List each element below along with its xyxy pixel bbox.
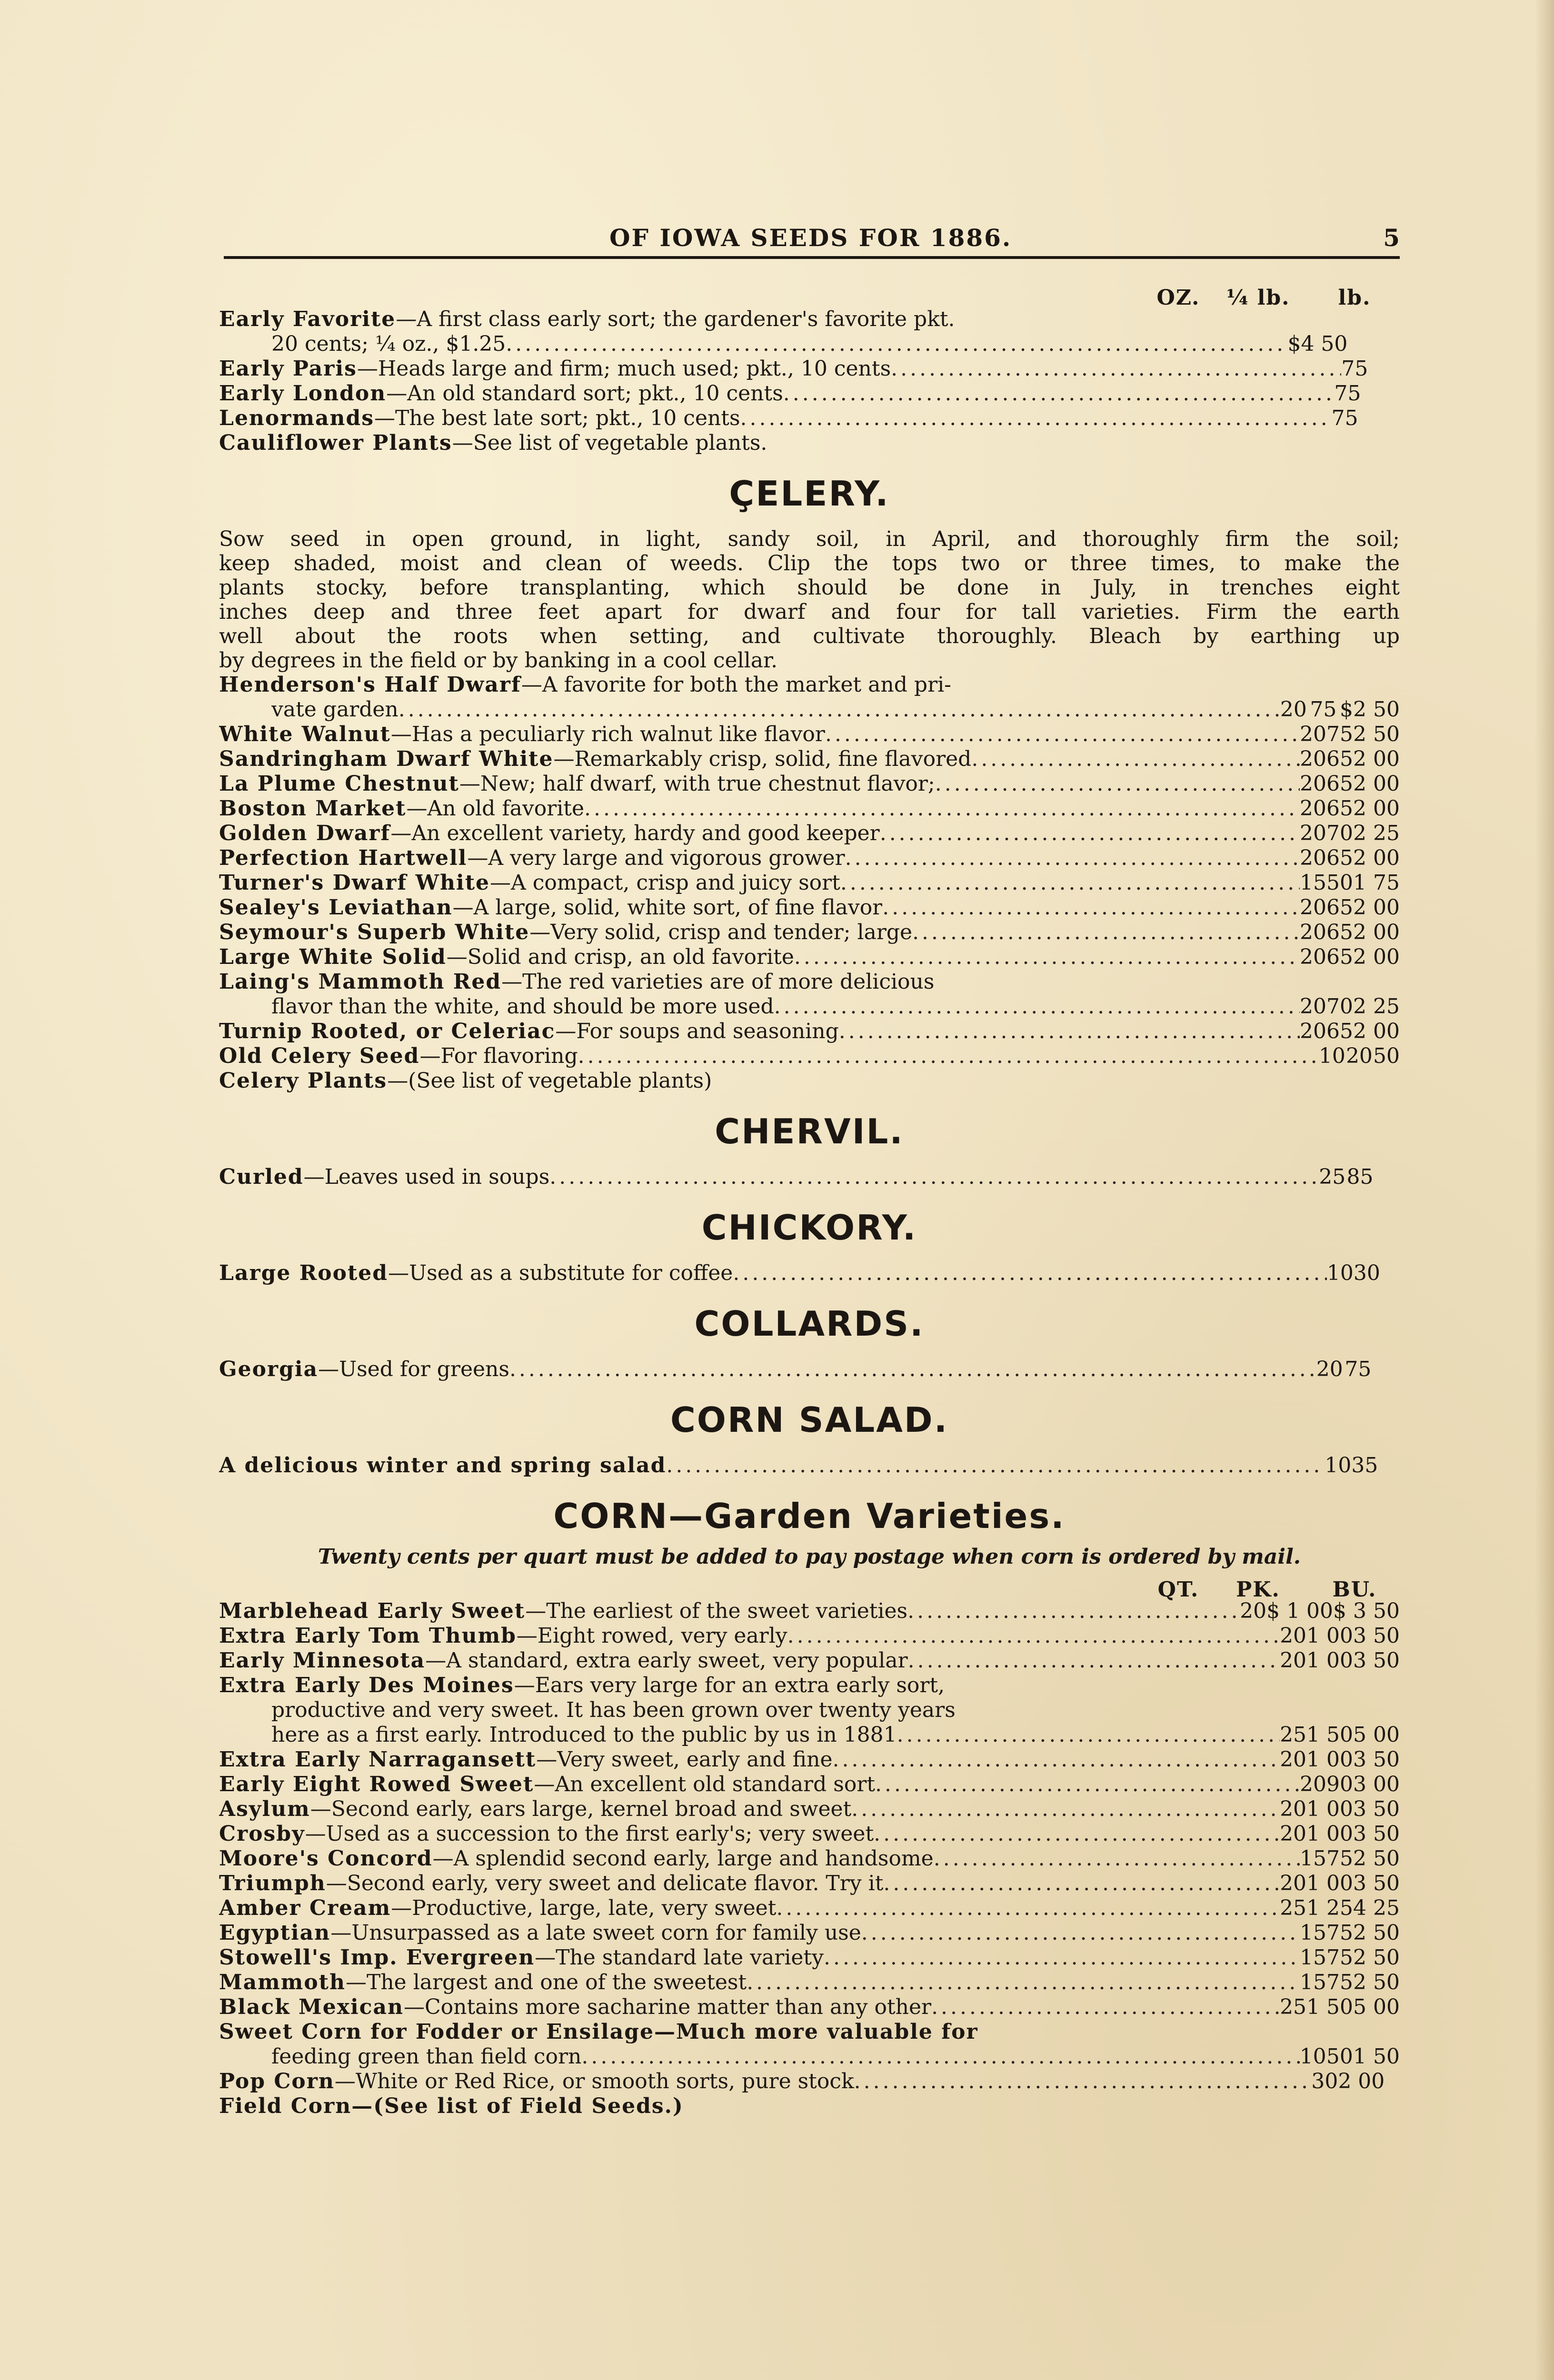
price-bu: $ 3 50 <box>1333 1599 1400 1623</box>
paragraph-line: keep shaded, moist and clean of weeds. Clip the tops two or three times, to make the <box>219 551 1400 575</box>
variety-name: Early Eight Rowed Sweet <box>219 1772 534 1796</box>
table-row <box>219 1069 1400 1093</box>
variety-name: Extra Early Narragansett <box>219 1747 537 1772</box>
price-lb: 2 00 <box>1353 895 1400 920</box>
variety-description: —Very sweet, early and fine <box>536 1747 833 1772</box>
price-pk: 2 00 <box>1338 2069 1385 2093</box>
variety-description: —Ears very large for an extra early sort, <box>514 1673 945 1697</box>
variety-name: Marblehead Early Sweet <box>219 1599 526 1623</box>
table-row <box>219 1698 1400 1723</box>
variety-name: Field Corn <box>219 2094 352 2118</box>
cauliflower-column-headers <box>219 286 1400 310</box>
table-row <box>219 1357 1400 1382</box>
table-row <box>219 821 1400 846</box>
price-quarter-lb: 65 <box>1326 772 1354 796</box>
table-row <box>219 357 1400 381</box>
table-row <box>219 1846 1400 1871</box>
price-pk: 1 00 <box>1306 1624 1354 1648</box>
price-oz: 20 <box>1300 895 1327 920</box>
variety-description: —For soups and seasoning <box>555 1019 839 1043</box>
paragraph-line: by degrees in the field or by banking in a cool cellar. <box>219 648 778 673</box>
price-quarter-lb: 65 <box>1326 846 1354 870</box>
table-row <box>219 1019 1400 1044</box>
variety-description: —An old standard sort; pkt., 10 cents <box>386 381 783 406</box>
price-quarter-lb: 65 <box>1326 895 1354 920</box>
variety-description: —Productive, large, late, very sweet <box>391 1896 777 1920</box>
table-row <box>219 920 1400 945</box>
table-row <box>219 332 1400 357</box>
variety-description: —Has a peculiarly rich walnut like flavor <box>390 722 825 746</box>
variety-name: Seymour's Superb White <box>219 920 530 944</box>
table-row <box>219 1995 1400 2020</box>
variety-name: Cauliflower Plants <box>219 431 452 455</box>
price-quarter-lb: 70 <box>1326 994 1354 1019</box>
variety-description: —White or Red Rice, or smooth sorts, pure stock <box>334 2069 854 2093</box>
price-oz: 20 <box>1300 920 1327 944</box>
variety-name: Early London <box>219 381 387 406</box>
price-lb: 2 00 <box>1353 772 1400 796</box>
price-qt: 25 <box>1280 1723 1307 1747</box>
price-bu: 3 00 <box>1353 1772 1400 1796</box>
variety-description: —Leaves used in soups <box>303 1165 550 1189</box>
variety-description: —An excellent variety, hardy and good keeper <box>390 821 880 845</box>
price-bu: 1 50 <box>1353 2044 1400 2069</box>
variety-name: Sandringham Dwarf White <box>219 747 554 771</box>
variety-name: Pop Corn <box>219 2069 335 2093</box>
price-pk: 1 00 <box>1306 1747 1354 1772</box>
price-oz: 20 <box>1316 1357 1343 1381</box>
price-pk: 90 <box>1326 1772 1354 1796</box>
variety-description: —A standard, extra early sweet, very popular <box>425 1648 908 1673</box>
table-row <box>219 406 1400 431</box>
variety-name: Sealey's Leviathan <box>219 895 453 920</box>
price-lb: 2 00 <box>1353 920 1400 944</box>
col-header-pk: PK. <box>1236 1577 1280 1602</box>
table-row <box>219 1648 1400 1673</box>
table-row <box>219 2069 1400 2094</box>
variety-name: Extra Early Des Moines <box>219 1673 514 1697</box>
variety-description: —A very large and vigorous grower <box>467 846 845 870</box>
variety-name: Large Rooted <box>219 1261 388 1285</box>
price-qt: 20 <box>1280 1624 1307 1648</box>
price-qt: 15 <box>1300 1970 1327 1994</box>
table-row <box>219 381 1400 406</box>
table-row <box>219 2020 1400 2044</box>
price-oz: 10 <box>1318 1044 1345 1068</box>
price-oz: 20 <box>1300 994 1327 1019</box>
price-quarter-lb: 65 <box>1326 747 1354 771</box>
variety-description: —Solid and crisp, an old favorite <box>446 945 794 969</box>
variety-description: —Unsurpassed as a late sweet corn for family use <box>330 1921 861 1945</box>
price-quarter-lb: 30 <box>1353 1261 1380 1285</box>
price-qt: 20 <box>1280 1822 1307 1846</box>
price-qt: 20 <box>1280 1648 1307 1673</box>
price-pk: 1 50 <box>1306 1723 1354 1747</box>
price-qt: 30 <box>1311 2069 1338 2093</box>
variety-name: White Walnut <box>219 722 391 746</box>
variety-name: Curled <box>219 1165 304 1189</box>
price-oz: 75 <box>1334 381 1361 406</box>
variety-description: —The standard late variety <box>535 1945 824 1970</box>
variety-description: productive and very sweet. It has been grown over twenty years <box>271 1698 956 1722</box>
page-header <box>224 224 1400 259</box>
price-bu: 4 25 <box>1353 1896 1400 1920</box>
paragraph-line: inches deep and three feet apart for dwarf and four for tall varieties. Firm the earth <box>219 600 1400 624</box>
price-lb: 1 75 <box>1353 871 1400 895</box>
variety-name: Amber Cream <box>219 1896 391 1920</box>
price-pk: 1 25 <box>1306 1896 1354 1920</box>
variety-name: Stowell's Imp. Evergreen <box>219 1945 535 1970</box>
price-quarter-lb: 35 <box>1351 1453 1378 1478</box>
variety-name: Celery Plants <box>219 1069 388 1093</box>
price-pk: 1 00 <box>1306 1822 1354 1846</box>
table-row <box>219 1896 1400 1921</box>
price-pk: 1 00 <box>1306 1871 1354 1895</box>
price-oz: 20 <box>1300 821 1327 845</box>
variety-name: Georgia <box>219 1357 319 1381</box>
variety-name: Turnip Rooted, or Celeriac <box>219 1019 556 1043</box>
price-quarter-lb: 70 <box>1326 821 1354 845</box>
table-row <box>219 1624 1400 1648</box>
table-row <box>219 1261 1400 1286</box>
table-row <box>219 697 1400 722</box>
variety-name: Early Paris <box>219 357 357 381</box>
variety-description: —A large, solid, white sort, of fine flavor <box>452 895 883 920</box>
price-qt: 25 <box>1280 1995 1307 2019</box>
variety-description: flavor than the white, and should be more used <box>271 994 774 1019</box>
variety-description: —Heads large and firm; much used; pkt., 10 cents <box>357 357 891 381</box>
price-quarter-lb: 75 <box>1310 697 1337 722</box>
price-bu: 2 50 <box>1353 1970 1400 1994</box>
table-row <box>219 2094 1400 2119</box>
price-quarter-lb: 75 <box>1326 722 1354 746</box>
price-pk: 75 <box>1326 1921 1354 1945</box>
price-quarter-lb: 50 <box>1326 871 1354 895</box>
price-qt: 20 <box>1280 1797 1307 1821</box>
price-oz: 20 <box>1300 747 1327 771</box>
table-row <box>219 673 1400 697</box>
price-quarter-lb: 85 <box>1346 1165 1374 1189</box>
variety-description: —The largest and one of the sweetest <box>346 1970 747 1994</box>
price-oz: 20 <box>1280 697 1307 722</box>
variety-description: —A compact, crisp and juicy sort <box>490 871 840 895</box>
table-row <box>219 1044 1400 1069</box>
variety-name: Laing's Mammoth Red <box>219 970 502 994</box>
running-title: OF IOWA SEEDS FOR 1886. <box>609 224 1012 252</box>
price-qt: 15 <box>1300 1846 1327 1871</box>
section-title-chickory: CHICKORY. <box>701 1208 917 1248</box>
variety-name: Lenormands <box>219 406 375 430</box>
table-row <box>219 1747 1400 1772</box>
celery-intro <box>219 527 1400 673</box>
variety-name: Boston Market <box>219 796 407 821</box>
table-row <box>219 1599 1400 1624</box>
variety-name: La Plume Chestnut <box>219 772 459 796</box>
price-oz: 15 <box>1300 871 1327 895</box>
col-header-bu: BU. <box>1332 1577 1377 1602</box>
variety-description: —New; half dwarf, with true chestnut flavor; <box>459 772 935 796</box>
table-row <box>219 994 1400 1019</box>
variety-name: Old Celery Seed <box>219 1044 420 1068</box>
price-pk: 1 00 <box>1306 1648 1354 1673</box>
variety-description: —An old favorite <box>406 796 585 821</box>
page-number: 5 <box>1383 224 1400 252</box>
price-lb: 2 50 <box>1353 722 1400 746</box>
variety-description: —Second early, very sweet and delicate flavor. Try it <box>326 1871 884 1895</box>
price-quarter-lb: 65 <box>1326 796 1353 821</box>
catalog-content <box>219 286 1400 2119</box>
variety-description: —Much more valuable for <box>654 2020 978 2044</box>
variety-description: —Very solid, crisp and tender; large <box>529 920 913 944</box>
price-qt: 25 <box>1280 1896 1307 1920</box>
price-bu: 3 50 <box>1353 1624 1400 1648</box>
variety-name: Early Favorite <box>219 307 396 331</box>
variety-description: —For flavoring <box>419 1044 578 1068</box>
price-quarter-lb: 65 <box>1326 1019 1354 1043</box>
table-row <box>219 970 1400 994</box>
variety-description: —Used as a succession to the first early's; very sweet <box>305 1822 874 1846</box>
price-qt: 20 <box>1240 1599 1267 1623</box>
variety-name: Mammoth <box>219 1970 346 1994</box>
table-row <box>219 1165 1400 1190</box>
table-row <box>219 1453 1400 1478</box>
variety-description: —Used as a substitute for coffee <box>388 1261 733 1285</box>
section-title-collards: COLLARDS. <box>694 1304 925 1344</box>
variety-description: —Remarkably crisp, solid, fine flavored <box>553 747 972 771</box>
variety-name: Large White Solid <box>219 945 447 969</box>
price-quarter-lb: 65 <box>1326 945 1354 969</box>
variety-name: Black Mexican <box>219 1995 404 2019</box>
price-oz: 75 <box>1331 406 1358 430</box>
variety-description: —A favorite for both the market and pri- <box>521 673 952 697</box>
variety-name: Golden Dwarf <box>219 821 391 845</box>
price-lb: 2 00 <box>1353 846 1400 870</box>
variety-description: —A first class early sort; the gardener's favorite pkt. <box>396 307 955 331</box>
price-qt: 20 <box>1300 1772 1327 1796</box>
table-row <box>219 895 1400 920</box>
variety-description: —(See list of vegetable plants) <box>387 1069 712 1093</box>
table-row <box>219 1871 1400 1896</box>
price-pk: 50 <box>1326 2044 1353 2069</box>
variety-description: —Used for greens <box>318 1357 509 1381</box>
table-row <box>219 307 1400 332</box>
page-edge-shadow <box>1535 0 1554 2380</box>
variety-name: Henderson's Half Dwarf <box>219 673 521 697</box>
table-row <box>219 2044 1400 2069</box>
price-oz: 25 <box>1319 1165 1346 1189</box>
table-row <box>219 1723 1400 1747</box>
price-lb: 2 00 <box>1353 747 1400 771</box>
price-quarter-lb: 75 <box>1345 1357 1372 1381</box>
price-qt: 15 <box>1300 1921 1327 1945</box>
price-bu: 2 50 <box>1353 1921 1400 1945</box>
price-oz: 10 <box>1325 1453 1352 1478</box>
variety-description: —An excellent old standard sort <box>534 1772 876 1796</box>
paragraph-line: plants stocky, before transplanting, which should be done in July, in trenches eight <box>219 575 1400 600</box>
price-qt: 15 <box>1300 1945 1327 1970</box>
variety-description: —Contains more sacharine matter than any other <box>403 1995 932 2019</box>
table-row <box>219 1797 1400 1822</box>
table-row <box>219 1970 1400 1995</box>
price-pk: 75 <box>1326 1970 1354 1994</box>
table-row <box>219 722 1400 747</box>
table-row <box>219 871 1400 895</box>
variety-name: Extra Early Tom Thumb <box>219 1624 517 1648</box>
col-header-lb: lb. <box>1338 286 1371 310</box>
price-pk: 1 00 <box>1306 1797 1354 1821</box>
price-bu: 2 50 <box>1353 1846 1400 1871</box>
col-header-quarter-lb: ¼ lb. <box>1226 286 1290 310</box>
variety-name: Moore's Concord <box>219 1846 433 1871</box>
price-pk: 1 50 <box>1306 1995 1354 2019</box>
price-bu: 2 50 <box>1353 1945 1400 1970</box>
col-header-oz: OZ. <box>1156 286 1200 310</box>
price-oz: 20 <box>1300 772 1327 796</box>
variety-description: 20 cents; ¼ oz., $1.25 <box>271 332 506 356</box>
variety-description: feeding green than field corn <box>271 2044 582 2069</box>
table-row <box>219 431 1400 456</box>
price-oz: 20 <box>1299 796 1326 821</box>
variety-description: —The red varieties are of more delicious <box>501 970 935 994</box>
price-lb: 2 00 <box>1353 796 1400 821</box>
variety-description: —Eight rowed, very early <box>516 1624 787 1648</box>
variety-description: —(See list of Field Seeds.) <box>351 2094 684 2118</box>
price-lb: $2 50 <box>1340 697 1400 722</box>
table-row <box>219 1772 1400 1797</box>
price-oz: 20 <box>1300 722 1327 746</box>
price-quarter-lb: 65 <box>1326 920 1354 944</box>
variety-name: Crosby <box>219 1822 305 1846</box>
price-lb: 2 25 <box>1353 994 1400 1019</box>
table-row <box>219 1822 1400 1846</box>
price-bu: 5 00 <box>1353 1995 1400 2019</box>
price-pk: $ 1 00 <box>1266 1599 1334 1623</box>
price-qt: 10 <box>1299 2044 1326 2069</box>
price-qt: 20 <box>1280 1747 1307 1772</box>
price-lb: 2 00 <box>1353 1019 1400 1043</box>
price-lb: 2 25 <box>1353 821 1400 845</box>
price-bu: 3 50 <box>1353 1822 1400 1846</box>
price-oz: 10 <box>1326 1261 1354 1285</box>
variety-description: —Second early, ears large, kernel broad and sweet <box>310 1797 852 1821</box>
variety-description: —The best late sort; pkt., 10 cents <box>374 406 740 430</box>
table-row <box>219 1945 1400 1970</box>
price-oz: $4 50 <box>1287 332 1348 356</box>
variety-name: Perfection Hartwell <box>219 846 468 870</box>
price-bu: 3 50 <box>1353 1797 1400 1821</box>
paragraph-line: Sow seed in open ground, in light, sandy soil, in April, and thoroughly firm the soil; <box>219 527 1400 551</box>
variety-name: Turner's Dwarf White <box>219 871 490 895</box>
price-quarter-lb: 20 <box>1345 1044 1373 1068</box>
variety-description: vate garden <box>271 697 398 722</box>
price-lb: 2 00 <box>1353 945 1400 969</box>
postage-note: Twenty cents per quart must be added to pay postage when corn is ordered by mail. <box>318 1545 1301 1569</box>
section-title-corn: CORN—Garden Varieties. <box>553 1496 1066 1536</box>
corn-column-headers <box>219 1577 1400 1602</box>
price-bu: 3 50 <box>1353 1747 1400 1772</box>
price-oz: 20 <box>1300 846 1327 870</box>
section-title-corn-salad: CORN SALAD. <box>670 1400 949 1440</box>
price-bu: 3 50 <box>1353 1648 1400 1673</box>
price-oz: 20 <box>1300 945 1327 969</box>
price-bu: 3 50 <box>1353 1871 1400 1895</box>
variety-name: Egyptian <box>219 1921 331 1945</box>
table-row <box>219 1921 1400 1945</box>
price-oz: 75 <box>1341 357 1368 381</box>
section-title-chervil: CHERVIL. <box>715 1111 904 1151</box>
table-row <box>219 747 1400 772</box>
variety-description: —The earliest of the sweet varieties <box>525 1599 908 1623</box>
variety-description: here as a first early. Introduced to the public by us in 1881 <box>271 1723 897 1747</box>
price-qt: 20 <box>1280 1871 1307 1895</box>
price-pk: 75 <box>1326 1846 1354 1871</box>
table-row <box>219 846 1400 871</box>
table-row <box>219 1673 1400 1698</box>
price-lb: 50 <box>1373 1044 1400 1068</box>
price-pk: 75 <box>1326 1945 1354 1970</box>
paragraph-line: well about the roots when setting, and cultivate thoroughly. Bleach by earthing up <box>219 624 1400 648</box>
variety-description: —See list of vegetable plants. <box>452 431 767 455</box>
variety-description: —A splendid second early, large and handsome <box>432 1846 934 1871</box>
price-oz: 20 <box>1300 1019 1327 1043</box>
variety-name: Early Minnesota <box>219 1648 426 1673</box>
table-row <box>219 772 1400 796</box>
variety-name: Asylum <box>219 1797 310 1821</box>
col-header-qt: QT. <box>1157 1577 1199 1602</box>
variety-name: Sweet Corn for Fodder or Ensilage <box>219 2020 654 2044</box>
price-bu: 5 00 <box>1353 1723 1400 1747</box>
variety-description: A delicious winter and spring salad <box>219 1453 667 1478</box>
section-title-celery: ÇELERY. <box>729 474 890 514</box>
table-row <box>219 945 1400 970</box>
table-row <box>219 796 1400 821</box>
variety-name: Triumph <box>219 1871 326 1895</box>
